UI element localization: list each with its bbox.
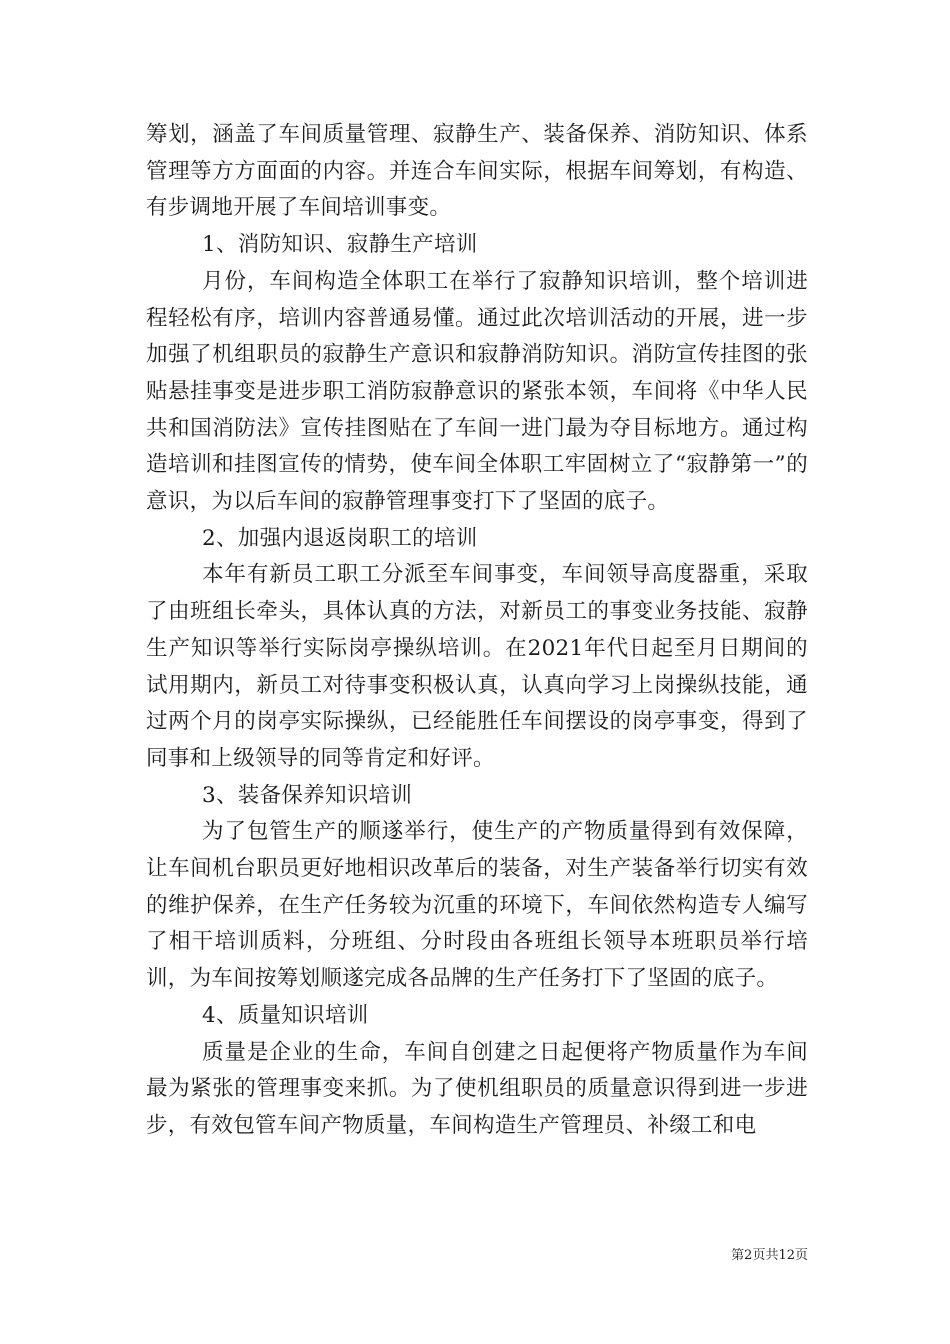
document-body (146, 117, 808, 1145)
paragraph-fire-safety: 月份，车间构造全体职工在举行了寂静知识培训，整个培训进程轻松有序，培训内容普通易懂。通过此次培训活动的开展，进一步加强了机组职员的寂静生产意识和寂静消防知识。消防宣传挂图的张贴悬挂事变是进步职工消防寂静意识的紧张本领，车间将《中华人民共和国消防法》宣传挂图贴在了车间一进门最为夺目标地方。通过构造培训和挂图宣传的情势，使车间全体职工牢固树立了“寂静第一”的意识，为以后车间的寂静管理事变打下了坚固的底子。 (146, 268, 808, 515)
section-heading-quality: 4、质量知识培训 (202, 1002, 369, 1028)
paragraph-retired-staff: 本年有新员工职工分派至车间事变，车间领导高度器重，采取了由班组长牵头，具体认真的方法，对新员工的事变业务技能、寂静生产知识等举行实际岗亭操纵培训。在2021年代日起至月日期间的试用期内，新员工对待事变积极认真，认真向学习上岗操纵技能，通过两个月的岗亭实际操纵，已经能胜任车间摆设的岗亭事变，得到了同事和上级领导的同等肯定和好评。 (146, 562, 808, 771)
section-heading-retired-staff: 2、加强内退返岗职工的培训 (202, 525, 478, 551)
paragraph-equipment: 为了包管生产的顺遂举行，使生产的产物质量得到有效保障，让车间机台职员更好地相识改革后的装备，对生产装备举行切实有效的维护保养，在生产任务较为沉重的环境下，车间依然构造专人编写了相干培训质料，分班组、分时段由各班组长领导本班职员举行培训，为车间按筹划顺遂完成各品牌的生产任务打下了坚固的底子。 (146, 819, 808, 992)
section-heading-fire-safety: 1、消防知识、寂静生产培训 (202, 232, 478, 258)
paragraph-continued: 筹划，涵盖了车间质量管理、寂静生产、装备保养、消防知识、体系管理等方方面面的内容。并连合车间实际，根据车间筹划，有构造、有步调地开展了车间培训事变。 (146, 122, 808, 221)
page-number: 第2页共12页 (731, 1248, 808, 1263)
paragraph-quality: 质量是企业的生命，车间自创建之日起便将产物质量作为车间最为紧张的管理事变来抓。为了使机组职员的质量意识得到进一步进步，有效包管车间产物质量，车间构造生产管理员、补缀工和电 (146, 1039, 808, 1138)
section-heading-equipment: 3、装备保养知识培训 (202, 782, 413, 808)
